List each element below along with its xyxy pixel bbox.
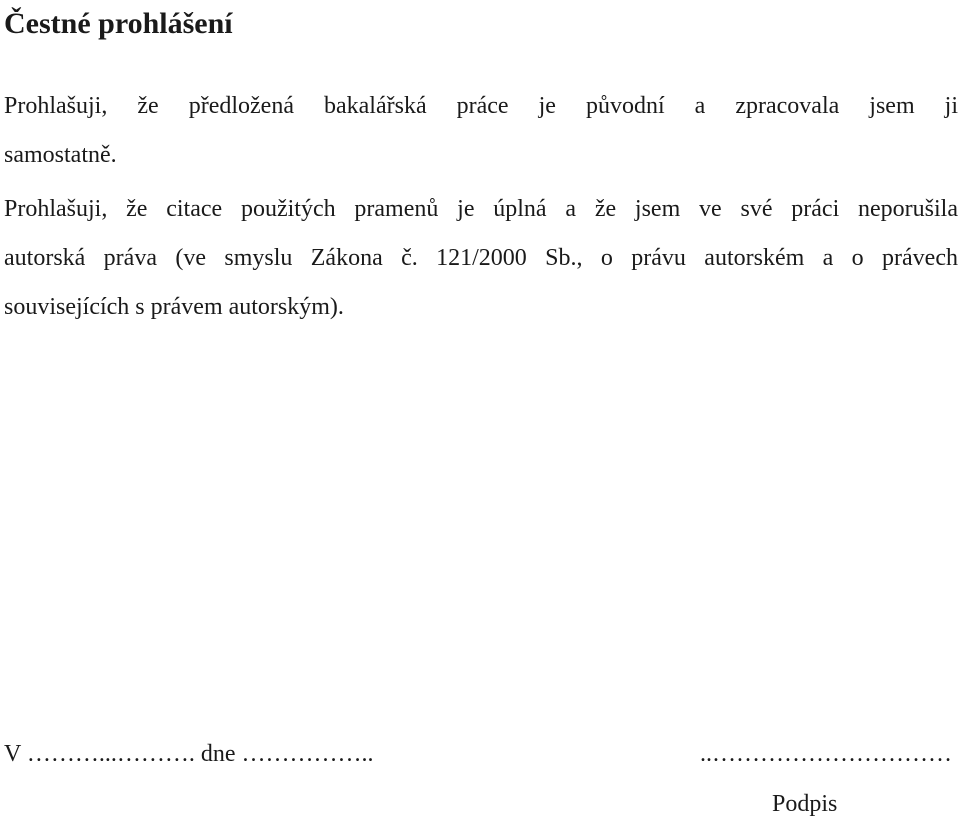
paragraph-line: samostatně.	[4, 142, 117, 168]
originality-paragraph	[4, 82, 958, 180]
page-title: Čestné prohlášení	[4, 7, 233, 40]
copyright-paragraph	[4, 185, 958, 332]
paragraph-line: souvisejících s právem autorským).	[4, 294, 344, 320]
paragraph-line: Prohlašuji, že předložená bakalářská práce je původní a zpracovala jsem ji	[4, 93, 958, 119]
signature-line: ..…………………………	[700, 741, 952, 767]
place-and-date-field: V ………...………. dne ……………..	[4, 741, 374, 767]
paragraph-line: Prohlašuji, že citace použitých pramenů je úplná a že jsem ve své práci neporušila	[4, 196, 958, 222]
signature-label: Podpis	[772, 791, 838, 817]
paragraph-line: autorská práva (ve smyslu Zákona č. 121/2000 Sb., o právu autorském a o právech	[4, 245, 958, 271]
